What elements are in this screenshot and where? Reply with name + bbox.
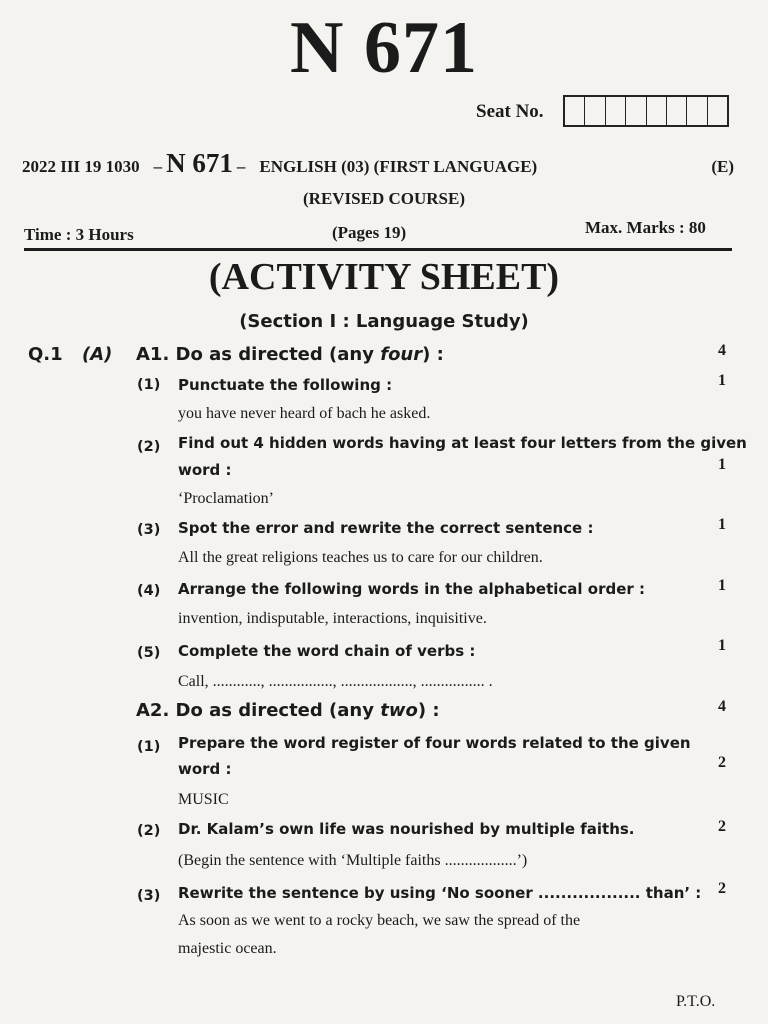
please-turn-over: P.T.O. — [676, 993, 716, 1010]
seat-number-box[interactable] — [565, 97, 585, 125]
item-number: (1) — [137, 739, 161, 755]
seat-number-box[interactable] — [708, 97, 727, 125]
header-divider — [24, 248, 732, 251]
dash: – — [236, 157, 246, 176]
item-instruction: Dr. Kalam’s own life was nourished by multiple faiths. — [178, 820, 635, 838]
course-type: (REVISED COURSE) — [303, 189, 465, 208]
exam-info-line — [22, 148, 734, 179]
item-number: (2) — [137, 439, 161, 455]
item-instruction: Punctuate the following : — [178, 376, 393, 394]
seat-number-box[interactable] — [606, 97, 626, 125]
sheet-title: (ACTIVITY SHEET) — [208, 256, 560, 298]
item-marks: 1 — [718, 372, 726, 389]
seat-number-box[interactable] — [667, 97, 687, 125]
a2-marks: 4 — [718, 698, 726, 715]
question-label: Q.1 — [28, 344, 63, 365]
a1-marks: 4 — [718, 342, 726, 359]
time-allowed: Time : 3 Hours — [24, 225, 134, 244]
dash: – — [153, 157, 163, 176]
item-instruction: Rewrite the sentence by using ‘No sooner .................. than’ : — [178, 884, 702, 902]
item-instruction: Find out 4 hidden words having at least four letters from the given — [178, 434, 747, 452]
item-number: (5) — [137, 645, 161, 661]
medium: (E) — [711, 157, 734, 176]
item-text: MUSIC — [178, 791, 229, 808]
item-text: you have never heard of bach he asked. — [178, 405, 431, 422]
item-marks: 1 — [718, 637, 726, 654]
seat-number-box[interactable] — [585, 97, 605, 125]
item-number: (3) — [137, 522, 161, 538]
seat-number-label: Seat No. — [476, 101, 544, 122]
item-instruction: Arrange the following words in the alphabetical order : — [178, 580, 646, 598]
item-marks: 1 — [718, 456, 726, 473]
max-marks: Max. Marks : 80 — [585, 218, 706, 237]
item-marks: 2 — [718, 818, 726, 835]
exam-date-code: 2022 III 19 1030 — [22, 157, 140, 176]
seat-number-box[interactable] — [687, 97, 707, 125]
item-marks: 2 — [718, 754, 726, 771]
item-instruction: Complete the word chain of verbs : — [178, 642, 476, 660]
item-number: (2) — [137, 823, 161, 839]
item-text: ‘Proclamation’ — [178, 490, 274, 507]
item-text: (Begin the sentence with ‘Multiple faiths ..................’) — [178, 852, 528, 869]
seat-number-box[interactable] — [647, 97, 667, 125]
item-marks: 2 — [718, 880, 726, 897]
item-instruction: word : — [178, 760, 232, 778]
item-text: All the great religions teaches us to care for our children. — [178, 549, 543, 566]
page-count: (Pages 19) — [332, 223, 407, 242]
paper-code-title: N 671 — [290, 7, 478, 89]
seat-number-box[interactable] — [626, 97, 646, 125]
item-text: As soon as we went to a rocky beach, we saw the spread of the — [178, 912, 581, 929]
a1-heading: A1. Do as directed (any four) : — [136, 344, 444, 365]
section-title: (Section I : Language Study) — [239, 311, 529, 332]
item-instruction: Spot the error and rewrite the correct sentence : — [178, 519, 594, 537]
item-marks: 1 — [718, 577, 726, 594]
seat-number-boxes[interactable] — [563, 95, 729, 127]
item-marks: 1 — [718, 516, 726, 533]
item-number: (4) — [137, 583, 161, 599]
item-text: Call, ............, ................, .................., ................ . — [178, 673, 493, 690]
item-text: invention, indisputable, interactions, inquisitive. — [178, 610, 487, 627]
paper-code: N 671 — [166, 148, 233, 178]
item-number: (1) — [137, 377, 161, 393]
item-number: (3) — [137, 888, 161, 904]
item-instruction: Prepare the word register of four words related to the given — [178, 734, 691, 752]
subject: ENGLISH (03) (FIRST LANGUAGE) — [259, 157, 538, 176]
item-text: majestic ocean. — [178, 940, 277, 957]
a2-heading: A2. Do as directed (any two) : — [136, 700, 440, 721]
item-instruction: word : — [178, 461, 232, 479]
question-part: (A) — [82, 344, 113, 365]
